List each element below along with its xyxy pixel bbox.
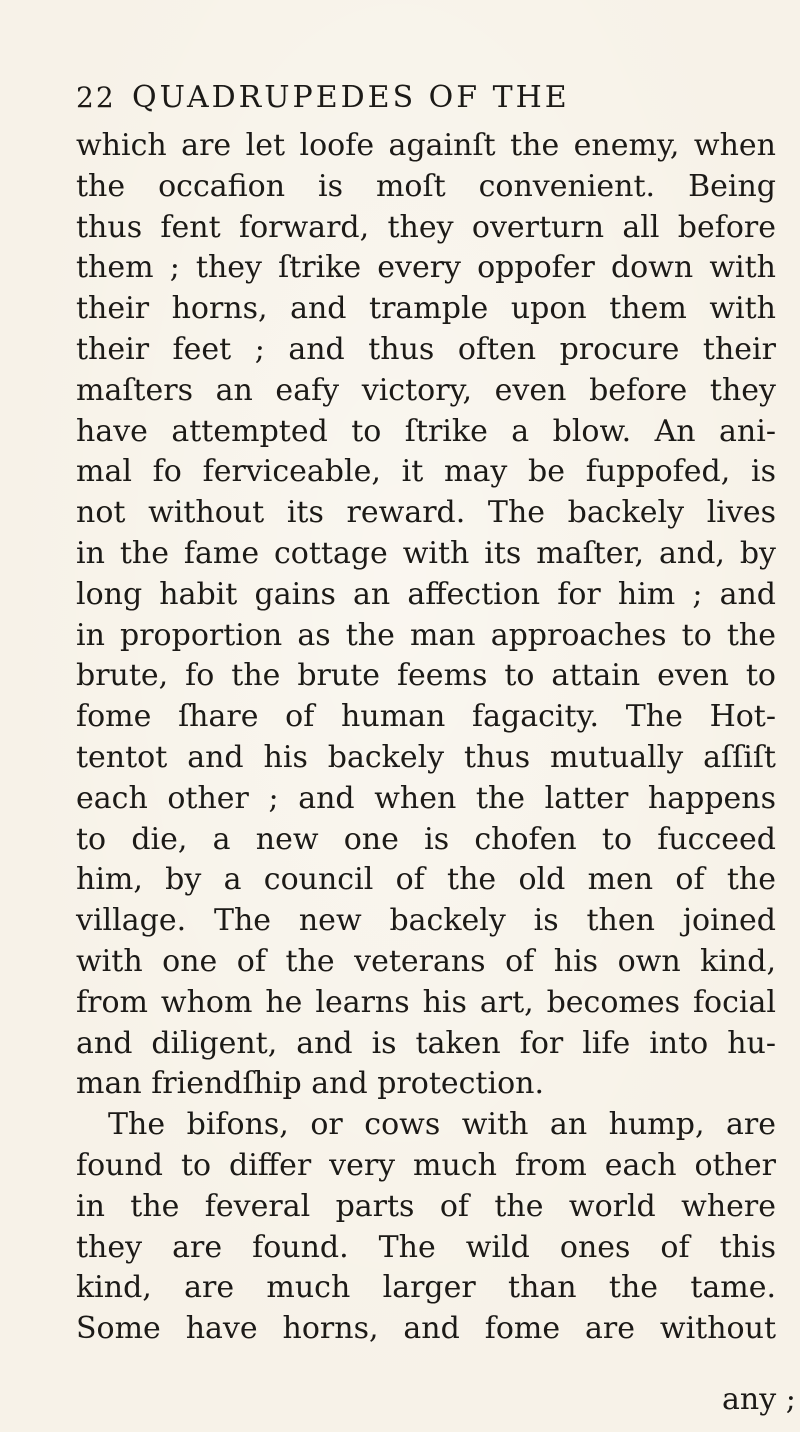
text-line: their feet ; and thus often procure their [76,331,776,367]
text-line: the occafion is moſt convenient. Being [76,168,776,204]
text-line: in the fame cottage with its maſter, and, by [76,535,776,571]
text-line: Some have horns, and fome are without [76,1311,776,1347]
text-line: fome ſhare of human fagacity. The Hot- [76,699,776,735]
text-line: found to differ very much from each other [76,1147,776,1183]
text-line: each other ; and when the latter happens [76,780,776,816]
text-line: long habit gains an affection for him ; and [76,576,776,612]
text-line: him, by a council of the old men of the [76,862,776,898]
text-line: in the feveral parts of the world where [76,1188,776,1224]
text-line: maſters an eafy victory, even before they [76,372,776,408]
text-line: The bifons, or cows with an hump, are [108,1107,776,1143]
text-line: brute, fo the brute feems to attain even to [76,658,776,694]
text-line: and diligent, and is taken for life into hu- [76,1025,776,1061]
running-head [76,76,676,120]
text-line: village. The new backely is then joined [76,903,776,939]
text-line: thus fent forward, they overturn all before [76,209,776,245]
text-line: to die, a new one is chofen to fucceed [76,821,776,857]
running-title: QUADRUPEDES OF THE [132,80,570,115]
text-line: with one of the veterans of his own kind, [76,943,776,979]
text-line: kind, are much larger than the tame. [76,1270,776,1306]
text-line: from whom he learns his art, becomes focial [76,984,776,1020]
text-line: they are found. The wild ones of this [76,1229,776,1265]
text-line: not without its reward. The backely lives [76,495,776,531]
catchword: any ; [722,1382,796,1417]
text-line: have attempted to ſtrike a blow. An ani- [76,413,776,449]
text-line: tentot and his backely thus mutually aſſiſt [76,739,776,775]
text-line: man friendſhip and protection. [76,1066,545,1102]
page-number: 22 [76,81,116,114]
text-line: in proportion as the man approaches to the [76,617,776,653]
body-text [76,126,776,1350]
text-line: their horns, and trample upon them with [76,291,776,327]
text-line: them ; they ſtrike every oppofer down with [76,250,776,286]
text-line: which are let loofe againſt the enemy, when [76,128,776,163]
text-line: mal fo ferviceable, it may be fuppofed, is [76,454,776,490]
